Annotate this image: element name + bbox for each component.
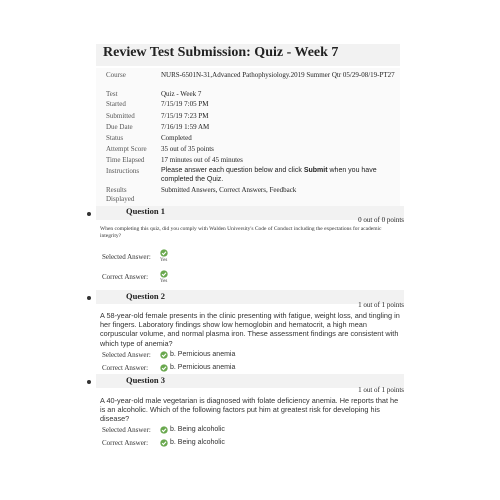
- question-1-correct-answer: [160, 270, 168, 286]
- info-value-started: 7/15/19 7:05 PM: [161, 100, 209, 108]
- question-1-selected-label: Selected Answer:: [102, 253, 151, 261]
- question-1-points: 0 out of 0 points: [358, 216, 404, 224]
- question-bullet: [87, 296, 91, 300]
- question-3-correct-label: Correct Answer:: [102, 439, 149, 447]
- question-3-selected-text: b. Being alcoholic: [170, 426, 225, 433]
- info-value-attempt-score: 35 out of 35 points: [161, 145, 214, 153]
- question-1-selected-text: Yes: [160, 258, 168, 263]
- question-2-title: Question 2: [126, 291, 165, 301]
- question-bullet: [87, 212, 91, 216]
- question-2-text: A 58-year-old female presents in the clinic presenting with fatigue, weight loss, and tingling in her fingers. Laboratory findings show low hemoglobin and hematocrit, a high mean corpuscular volume, and normal plasma iron. These assessment findings are consistent with which type of anemia?: [100, 311, 400, 348]
- question-1-selected-answer: [160, 249, 168, 265]
- info-value-due-date: 7/16/19 1:59 AM: [161, 123, 210, 131]
- info-label-time-elapsed: Time Elapsed: [106, 156, 145, 164]
- question-2-selected-answer: [160, 350, 235, 359]
- info-label-status: Status: [106, 134, 124, 142]
- question-1-title: Question 1: [126, 206, 165, 216]
- question-3-correct-answer: [160, 438, 225, 447]
- question-2-points: 1 out of 1 points: [358, 301, 404, 309]
- info-label-attempt-score: Attempt Score: [106, 145, 147, 153]
- info-label-results-displayed: Results Displayed: [106, 186, 135, 203]
- check-circle-icon: [160, 364, 168, 372]
- page-title: Review Test Submission: Quiz - Week 7: [103, 45, 339, 60]
- info-label-course: Course: [106, 71, 126, 79]
- info-value-test: Quiz - Week 7: [161, 90, 202, 98]
- check-circle-icon: [160, 426, 168, 434]
- question-3-selected-answer: [160, 425, 225, 434]
- question-3-points: 1 out of 1 points: [358, 386, 404, 394]
- instructions-prefix: Please answer each question below and click: [161, 167, 304, 174]
- check-circle-icon: [160, 351, 168, 359]
- info-value-results-displayed: Submitted Answers, Correct Answers, Feedback: [161, 186, 297, 194]
- question-2-correct-answer: [160, 363, 235, 372]
- instructions-suffix: when you have completed the Quiz.: [161, 167, 377, 183]
- question-2-correct-text: b. Pernicious anemia: [170, 364, 236, 371]
- info-value-submitted: 7/15/19 7:23 PM: [161, 112, 209, 120]
- question-2-selected-text: b. Pernicious anemia: [170, 351, 236, 358]
- info-value-course: NURS-6501N-31,Advanced Pathophysiology.2019 Summer Qtr 05/29-08/19-PT27: [161, 71, 395, 79]
- question-1-text: When completing this quiz, did you comply with Walden University's Code of Conduct including the expectations for academic integrity?: [100, 226, 382, 239]
- question-1-correct-text: Yes: [160, 279, 168, 284]
- question-2-selected-label: Selected Answer:: [102, 351, 151, 359]
- question-3-selected-label: Selected Answer:: [102, 426, 151, 434]
- info-value-instructions: [161, 166, 401, 184]
- question-3-title: Question 3: [126, 375, 165, 385]
- instructions-submit: Submit: [303, 167, 328, 174]
- info-value-status: Completed: [161, 134, 192, 142]
- info-label-instructions: Instructions: [106, 167, 140, 175]
- info-value-time-elapsed: 17 minutes out of 45 minutes: [161, 156, 243, 164]
- info-label-started: Started: [106, 100, 126, 108]
- question-2-correct-label: Correct Answer:: [102, 364, 149, 372]
- info-label-submitted: Submitted: [106, 112, 135, 120]
- question-3-correct-text: b. Being alcoholic: [170, 439, 225, 446]
- info-label-test: Test: [106, 90, 118, 98]
- question-3-text: A 40-year-old male vegetarian is diagnosed with folate deficiency anemia. He reports that he is an alcoholic. Which of the following factors put him at greatest risk for developing his disease?: [100, 396, 399, 424]
- question-1-correct-label: Correct Answer:: [102, 273, 149, 281]
- check-circle-icon: [160, 439, 168, 447]
- info-label-due-date: Due Date: [106, 123, 133, 131]
- question-bullet: [87, 380, 91, 384]
